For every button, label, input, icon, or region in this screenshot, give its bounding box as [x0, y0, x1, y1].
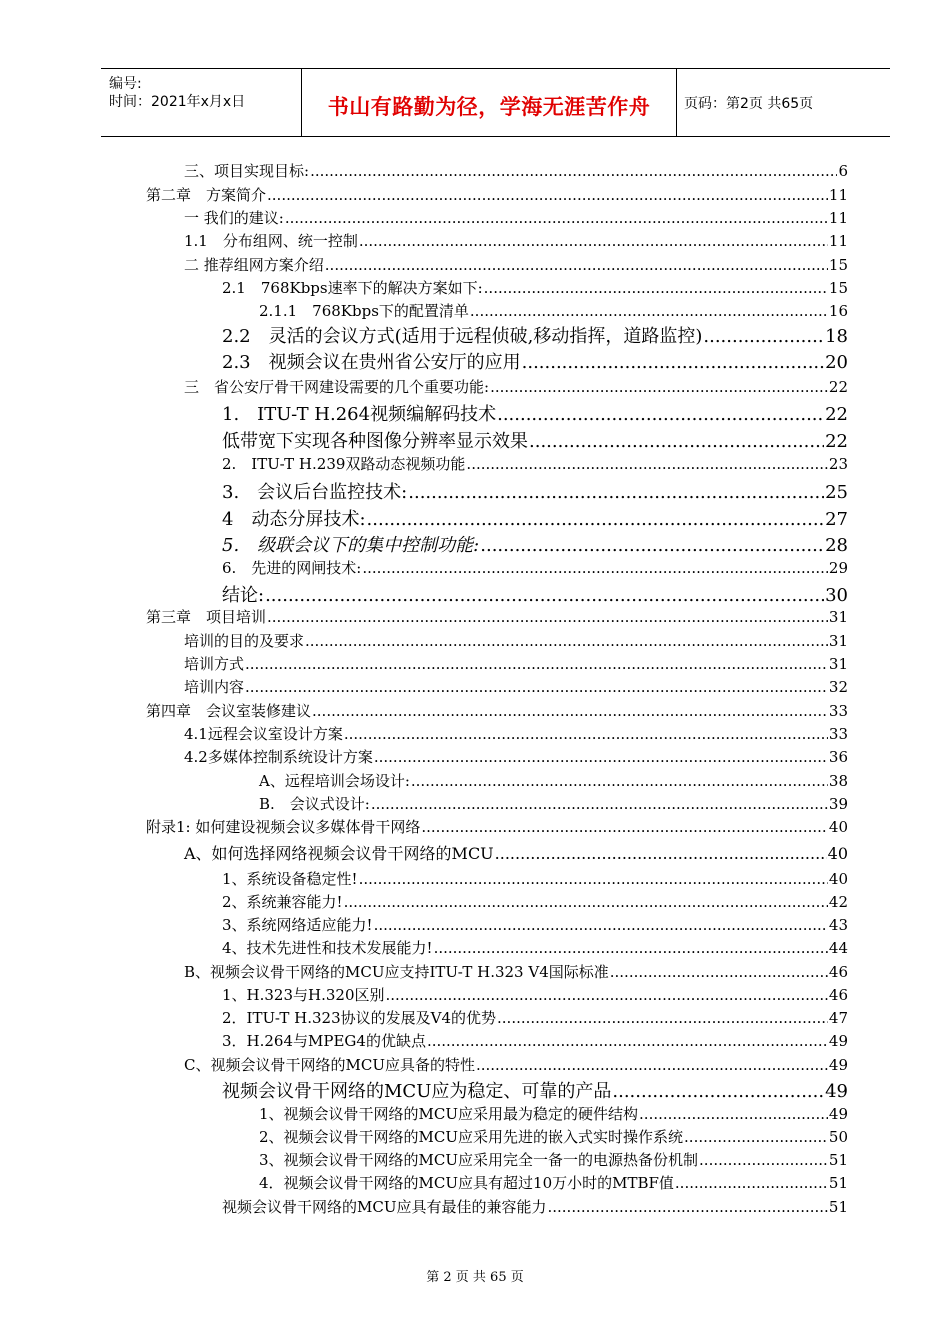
toc-entry-title: 低带宽下实现各种图像分辨率显示效果 — [222, 431, 528, 452]
toc-entry-title: 第二章 方案简介 — [146, 186, 267, 204]
toc-entry-page: 49 — [825, 1081, 848, 1102]
toc-leader-dots — [421, 818, 828, 836]
toc-entry-page: 50 — [828, 1128, 848, 1146]
toc-leader-dots — [529, 431, 824, 452]
toc-entry[interactable] — [222, 427, 848, 453]
toc-entry-page: 22 — [825, 404, 848, 425]
toc-leader-dots — [480, 535, 824, 556]
toc-entry[interactable] — [222, 453, 848, 474]
toc-leader-dots — [684, 1128, 828, 1146]
toc-entry[interactable] — [222, 1007, 848, 1028]
toc-entry[interactable] — [222, 891, 848, 912]
toc-entry[interactable] — [184, 376, 848, 397]
header-motto: 书山有路勤为径，学海无涯苦作舟 — [327, 95, 651, 119]
toc-entry[interactable] — [259, 300, 848, 321]
toc-entry-page: 28 — [825, 535, 848, 556]
toc-entry[interactable] — [184, 254, 848, 275]
toc-entry-title: 1、H.323与H.320区别 — [222, 986, 385, 1004]
toc-entry-page: 6 — [838, 162, 848, 180]
toc-entry-page: 20 — [825, 352, 848, 373]
toc-entry-title: 一 我们的建议: — [184, 209, 284, 227]
toc-entry[interactable] — [184, 1054, 848, 1075]
toc-entry-page: 30 — [825, 585, 848, 606]
toc-leader-dots — [305, 632, 828, 650]
toc-leader-dots — [371, 795, 828, 813]
toc-leader-dots — [495, 844, 827, 863]
toc-leader-dots — [265, 585, 824, 606]
toc-entry-page: 47 — [828, 1009, 848, 1027]
toc-entry-title: 3. 会议后台监控技术: — [222, 482, 408, 503]
toc-entry-title: 第四章 会议室装修建议 — [146, 702, 312, 720]
toc-leader-dots — [245, 655, 828, 673]
toc-leader-dots — [466, 455, 827, 473]
toc-entry-page: 29 — [828, 559, 848, 577]
toc-entry-title: 2.2 灵活的会议方式(适用于远程侦破,移动指挥，道路监控) — [222, 326, 703, 347]
toc-entry-page: 51 — [828, 1198, 848, 1216]
toc-entry[interactable] — [222, 277, 848, 298]
toc-entry-page: 40 — [828, 870, 848, 888]
toc-entry-page: 23 — [828, 455, 848, 473]
toc-leader-dots — [312, 702, 828, 720]
toc-entry[interactable] — [184, 961, 848, 982]
toc-leader-dots — [639, 1105, 828, 1123]
toc-leader-dots — [386, 986, 828, 1004]
toc-entry-page: 27 — [825, 509, 848, 530]
toc-entry-title: 4.2多媒体控制系统设计方案 — [184, 748, 373, 766]
toc-leader-dots — [434, 939, 828, 957]
toc-entry[interactable] — [222, 531, 848, 557]
toc-leader-dots — [362, 559, 828, 577]
toc-entry-title: 三、项目实现目标: — [184, 162, 310, 180]
toc-entry-page: 43 — [828, 916, 848, 934]
toc-leader-dots — [610, 963, 828, 981]
toc-leader-dots — [427, 1032, 828, 1050]
toc-leader-dots — [325, 256, 828, 274]
toc-entry[interactable] — [259, 793, 848, 814]
toc-entry-title: 3、视频会议骨干网络的MCU应采用完全一备一的电源热备份机制 — [259, 1151, 699, 1169]
toc-entry-title: 3、系统网络适应能力! — [222, 916, 373, 934]
toc-entry[interactable] — [222, 937, 848, 958]
toc-entry[interactable] — [146, 700, 848, 721]
toc-entry[interactable] — [222, 557, 848, 578]
toc-entry[interactable] — [184, 676, 848, 697]
toc-entry-page: 25 — [825, 482, 848, 503]
toc-entry-title: 6. 先进的网闸技术: — [222, 559, 362, 577]
page-footer: 第 2 页 共 65 页 — [426, 1270, 524, 1285]
toc-entry-page: 42 — [828, 893, 848, 911]
toc-entry-title: 5. 级联会议下的集中控制功能: — [222, 535, 480, 556]
toc-leader-dots — [367, 509, 825, 530]
toc-entry[interactable] — [184, 207, 848, 228]
toc-entry-page: 33 — [828, 702, 848, 720]
toc-entry-page: 32 — [828, 678, 848, 696]
toc-entry-title: 2、系统兼容能力! — [222, 893, 343, 911]
toc-entry-page: 15 — [828, 256, 848, 274]
toc-leader-dots — [484, 279, 828, 297]
toc-entry-title: 1、系统设备稳定性! — [222, 870, 358, 888]
toc-entry-page: 38 — [828, 772, 848, 790]
toc-entry-page: 31 — [828, 608, 848, 626]
toc-entry[interactable] — [259, 1149, 848, 1170]
toc-entry-page: 31 — [828, 655, 848, 673]
toc-entry[interactable] — [259, 770, 848, 791]
toc-entry-title: 1. ITU-T H.264视频编解码技术 — [222, 404, 497, 425]
toc-entry-page: 51 — [828, 1151, 848, 1169]
toc-entry-page: 49 — [828, 1056, 848, 1074]
toc-entry-title: A、远程培训会场设计: — [259, 772, 410, 790]
toc-entry[interactable] — [184, 160, 848, 181]
toc-entry-page: 16 — [828, 302, 848, 320]
toc-entry-page: 22 — [828, 378, 848, 396]
toc-entry-page: 31 — [828, 632, 848, 650]
toc-leader-dots — [522, 352, 824, 373]
toc-entry-title: 二 推荐组网方案介绍 — [184, 256, 324, 274]
toc-entry-title: 视频会议骨干网络的MCU应为稳定、可靠的产品 — [222, 1081, 612, 1102]
toc-entry[interactable] — [222, 400, 848, 426]
toc-entry[interactable] — [222, 1196, 848, 1217]
toc-entry-page: 51 — [828, 1174, 848, 1192]
toc-leader-dots — [344, 725, 828, 743]
toc-leader-dots — [374, 748, 828, 766]
toc-entry-title: 1、视频会议骨干网络的MCU应采用最为稳定的硬件结构 — [259, 1105, 639, 1123]
toc-entry-title: 视频会议骨干网络的MCU应具有最佳的兼容能力 — [222, 1198, 547, 1216]
toc-entry-page: 36 — [828, 748, 848, 766]
toc-entry[interactable] — [146, 816, 848, 837]
toc-entry-page: 40 — [827, 844, 848, 863]
toc-entry-title: B、视频会议骨干网络的MCU应支持ITU-T H.323 V4国际标准 — [184, 963, 609, 981]
toc-entry[interactable] — [222, 478, 848, 504]
toc-leader-dots — [310, 162, 837, 180]
toc-entry-page: 11 — [828, 186, 848, 204]
toc-entry-title: 培训方式 — [184, 655, 245, 673]
toc-leader-dots — [612, 1081, 824, 1102]
toc-entry[interactable] — [184, 723, 848, 744]
toc-entry[interactable] — [222, 1077, 848, 1103]
toc-entry-page: 11 — [828, 232, 848, 250]
toc-leader-dots — [675, 1174, 828, 1192]
toc-entry-page: 49 — [828, 1032, 848, 1050]
toc-entry-page: 15 — [828, 279, 848, 297]
toc-leader-dots — [359, 232, 828, 250]
toc-entry[interactable] — [259, 1172, 848, 1193]
toc-entry[interactable] — [184, 746, 848, 767]
toc-entry-page: 46 — [828, 963, 848, 981]
toc-entry[interactable] — [222, 348, 848, 374]
document-code-label: 编号: — [109, 76, 142, 92]
toc-entry-page: 18 — [825, 326, 848, 347]
toc-entry-title: 2. ITU-T H.239双路动态视频功能 — [222, 455, 466, 473]
toc-leader-dots — [497, 1009, 828, 1027]
toc-leader-dots — [408, 482, 824, 503]
toc-entry[interactable] — [222, 322, 848, 348]
toc-entry[interactable] — [184, 841, 848, 864]
toc-entry-title: 培训内容 — [184, 678, 245, 696]
toc-leader-dots — [245, 678, 828, 696]
toc-entry-title: 4.1远程会议室设计方案 — [184, 725, 343, 743]
toc-leader-dots — [267, 608, 828, 626]
toc-entry[interactable] — [222, 1030, 848, 1051]
toc-entry-page: 22 — [825, 431, 848, 452]
toc-entry-title: 3．H.264与MPEG4的优缺点 — [222, 1032, 426, 1050]
toc-entry-page: 49 — [828, 1105, 848, 1123]
toc-entry[interactable] — [222, 868, 848, 889]
toc-entry[interactable] — [146, 184, 848, 205]
toc-entry[interactable] — [259, 1103, 848, 1124]
toc-entry-title: 附录1: 如何建设视频会议多媒体骨干网络 — [146, 818, 421, 836]
toc-entry-page: 33 — [828, 725, 848, 743]
toc-entry-title: 培训的目的及要求 — [184, 632, 305, 650]
toc-entry[interactable] — [259, 1126, 848, 1147]
header-page-info: 页码：第2页 共65页 — [684, 96, 814, 112]
toc-leader-dots — [699, 1151, 828, 1169]
toc-entry-title: 2.1.1 768Kbps下的配置清单 — [259, 302, 469, 320]
toc-entry[interactable] — [222, 505, 848, 531]
toc-entry-page: 44 — [828, 939, 848, 957]
toc-leader-dots — [344, 893, 828, 911]
toc-entry-title: 三 省公安厅骨干网建设需要的几个重要功能: — [184, 378, 490, 396]
toc-entry-title: 2、视频会议骨干网络的MCU应采用先进的嵌入式实时操作系统 — [259, 1128, 684, 1146]
toc-leader-dots — [374, 916, 828, 934]
toc-entry-page: 46 — [828, 986, 848, 1004]
toc-entry-title: 4 动态分屏技术: — [222, 509, 366, 530]
toc-entry[interactable] — [222, 914, 848, 935]
toc-entry-title: 4．视频会议骨干网络的MCU应具有超过10万小时的MTBF值 — [259, 1174, 674, 1192]
toc-entry-title: 1.1 分布组网、统一控制 — [184, 232, 358, 250]
toc-leader-dots — [285, 209, 828, 227]
toc-entry-page: 39 — [828, 795, 848, 813]
toc-entry-title: 4、技术先进性和技术发展能力! — [222, 939, 433, 957]
toc-entry[interactable] — [184, 630, 848, 651]
toc-entry[interactable] — [184, 653, 848, 674]
toc-leader-dots — [476, 1056, 828, 1074]
toc-entry[interactable] — [146, 606, 848, 627]
toc-entry-title: B. 会议式设计: — [259, 795, 370, 813]
toc-entry[interactable] — [222, 581, 848, 607]
toc-entry-title: A、如何选择网络视频会议骨干网络的MCU — [184, 844, 494, 863]
toc-leader-dots — [490, 378, 828, 396]
toc-entry-title: 2.1 768Kbps速率下的解决方案如下: — [222, 279, 483, 297]
toc-entry-title: 2.3 视频会议在贵州省公安厅的应用 — [222, 352, 521, 373]
toc-entry-title: 2．ITU-T H.323协议的发展及V4的优势 — [222, 1009, 497, 1027]
toc-entry[interactable] — [184, 230, 848, 251]
toc-leader-dots — [470, 302, 828, 320]
toc-entry-title: 结论: — [222, 585, 265, 606]
toc-leader-dots — [497, 404, 824, 425]
toc-leader-dots — [267, 186, 828, 204]
document-time-label: 时间：2021年x月x日 — [109, 94, 246, 110]
toc-leader-dots — [703, 326, 824, 347]
toc-entry[interactable] — [222, 984, 848, 1005]
toc-leader-dots — [359, 870, 828, 888]
toc-leader-dots — [547, 1198, 827, 1216]
toc-entry-page: 40 — [828, 818, 848, 836]
toc-entry-page: 11 — [828, 209, 848, 227]
toc-leader-dots — [411, 772, 828, 790]
toc-entry-title: 第三章 项目培训 — [146, 608, 267, 626]
toc-entry-title: C、视频会议骨干网络的MCU应具备的特性 — [184, 1056, 475, 1074]
